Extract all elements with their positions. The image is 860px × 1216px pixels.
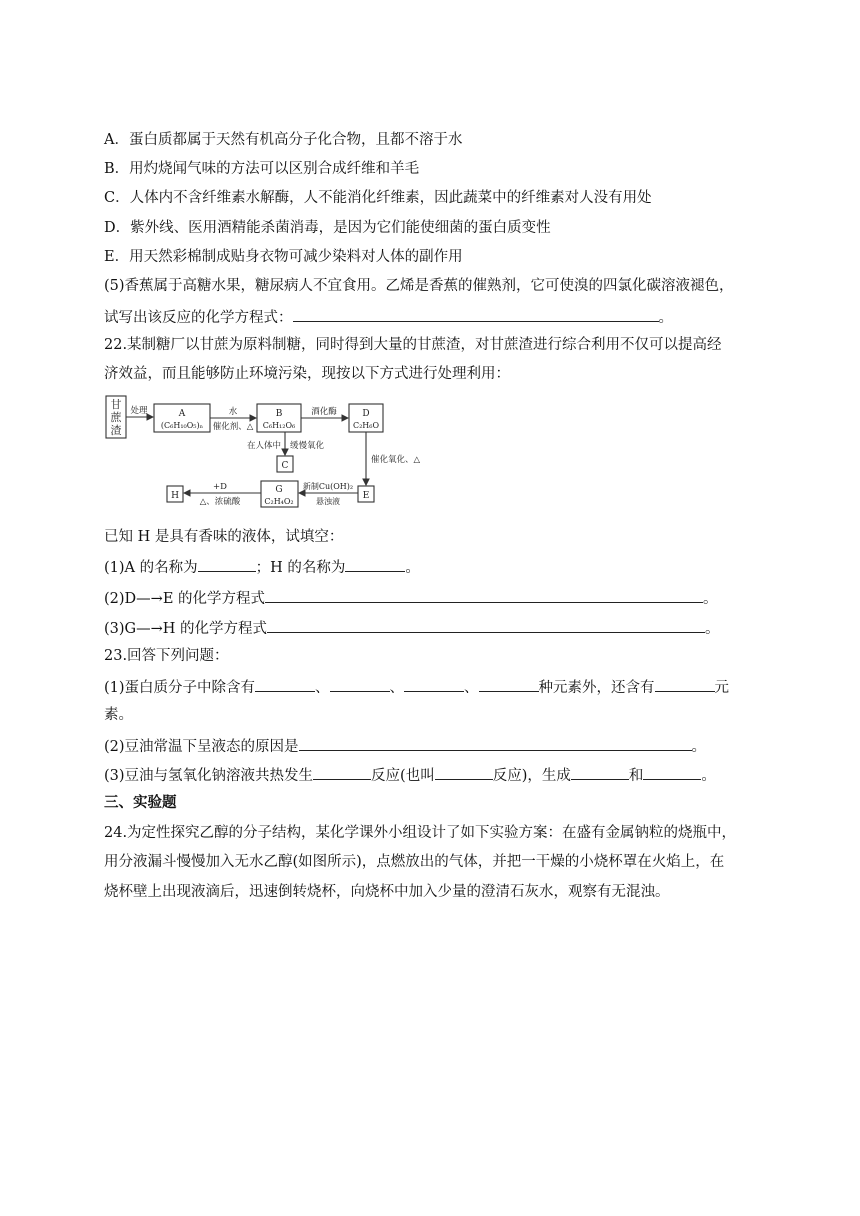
answer-blank[interactable] xyxy=(265,587,703,603)
q22-line2: 济效益，而且能够防止环境污染，现按以下方式进行处理利用： xyxy=(104,366,510,382)
node-b-formula: C₆H₁₂O₆ xyxy=(262,421,296,430)
label-slow-oxidation: 缓慢氧化 xyxy=(290,441,325,451)
node-g-label: G xyxy=(275,485,283,495)
q22-part3 xyxy=(104,617,720,639)
option-d: D．紫外线、医用酒精能杀菌消毒，是因为它们能使细菌的蛋白质变性 xyxy=(104,220,551,236)
q22-p3-end: 。 xyxy=(705,621,720,637)
node-d-label: D xyxy=(362,409,370,419)
option-e: E．用天然彩棉制成贴身衣物可减少染料对人体的副作用 xyxy=(104,249,463,265)
q22-part1 xyxy=(104,556,420,578)
answer-blank[interactable] xyxy=(345,556,405,572)
q23-part3 xyxy=(104,764,716,786)
node-a-formula: (C₆H₁₀O₅)ₙ xyxy=(160,421,204,430)
q21-5-line2 xyxy=(104,306,673,328)
answer-blank[interactable] xyxy=(571,764,629,780)
q23-p3-mid1: 反应(也叫 xyxy=(371,768,435,784)
answer-blank[interactable] xyxy=(267,617,705,633)
label-water: 水 xyxy=(228,407,238,417)
q24-line1: 24.为定性探究乙醇的分子结构，某化学课外小组设计了如下实验方案：在盛有金属钠粒的烧瓶中， xyxy=(104,825,737,841)
option-a: A．蛋白质都属于天然有机高分子化合物，且都不溶于水 xyxy=(104,132,463,148)
q23-p2-end: 。 xyxy=(691,739,707,755)
answer-blank[interactable] xyxy=(293,306,659,322)
label-enzyme: 酒化酶 xyxy=(311,407,337,417)
q22-known: 已知 H 是具有香味的液体，试填空： xyxy=(104,529,344,545)
bagasse-char-1: 甘 xyxy=(110,398,122,411)
q22-p1-end: 。 xyxy=(405,560,420,576)
q21-5-line1: (5)香蕉属于高糖水果，糖尿病人不宜食用。乙烯是香蕉的催熟剂，它可使溴的四氯化碳溶液褪色， xyxy=(104,278,734,294)
separator: 、 xyxy=(464,680,479,696)
q22-part2 xyxy=(104,587,718,609)
q23-p3-mid2: 反应)，生成 xyxy=(492,768,571,784)
q23-p3-mid3: 和 xyxy=(628,768,644,784)
node-b-label: B xyxy=(275,409,283,419)
answer-blank[interactable] xyxy=(330,676,390,692)
q22-p2-prefix: (2)D—→E 的化学方程式 xyxy=(104,591,266,607)
answer-blank[interactable] xyxy=(198,556,256,572)
q22-p1-mid: ；H 的名称为 xyxy=(255,560,346,576)
label-suspension: 悬浊液 xyxy=(316,497,340,506)
q23-p2-prefix: (2)豆油常温下呈液态的原因是 xyxy=(104,739,299,755)
answer-blank[interactable] xyxy=(479,676,539,692)
label-treat: 处理 xyxy=(130,406,148,416)
q22-p3-prefix: (3)G—→H 的化学方程式 xyxy=(104,621,268,637)
q24-line3: 烧杯壁上出现液滴后，迅速倒转烧杯，向烧杯中加入少量的澄清石灰水，观察有无混浊。 xyxy=(104,884,670,900)
answer-blank[interactable] xyxy=(655,676,715,692)
node-c-label: C xyxy=(281,461,289,471)
answer-blank[interactable] xyxy=(313,764,371,780)
answer-blank[interactable] xyxy=(255,676,315,692)
node-e-label: E xyxy=(362,491,370,501)
q23-part1 xyxy=(104,676,729,698)
bagasse-char-2: 蔗 xyxy=(110,411,122,424)
label-plus-d: +D xyxy=(213,482,227,492)
q23-p1-prefix: (1)蛋白质分子中除含有 xyxy=(104,680,256,696)
label-catalyst: 催化剂、△ xyxy=(212,422,254,432)
q23-part2 xyxy=(104,735,706,757)
answer-blank[interactable] xyxy=(299,735,692,751)
separator: 、 xyxy=(315,680,330,696)
bagasse-char-3: 渣 xyxy=(110,424,122,437)
node-g-formula: C₂H₄O₂ xyxy=(264,497,294,506)
q22-p2-end: 。 xyxy=(703,591,718,607)
label-cuoh2: 新制Cu(OH)₂ xyxy=(302,482,354,491)
node-h-label: H xyxy=(171,491,179,501)
q23-part1-wrap: 素。 xyxy=(104,707,133,723)
q22-line1: 22.某制糖厂以甘蔗为原料制糖，同时得到大量的甘蔗渣，对甘蔗渣进行综合利用不仅可以提高经 xyxy=(104,337,722,353)
label-in-body: 在人体中 xyxy=(246,441,281,451)
separator: 、 xyxy=(389,680,405,696)
label-catalytic-oxidation: 催化氧化、△ xyxy=(371,455,421,465)
q23-p3-prefix: (3)豆油与氢氧化钠溶液共热发生 xyxy=(104,768,314,784)
q23-p1-end: 元 xyxy=(714,680,730,696)
q21-5-end: 。 xyxy=(658,310,673,326)
answer-blank[interactable] xyxy=(643,764,701,780)
flow-diagram xyxy=(96,392,421,510)
label-conc-sulfuric: △、浓硫酸 xyxy=(199,497,241,507)
node-d-formula: C₂H₆O xyxy=(352,421,380,430)
q23-p3-end: 。 xyxy=(701,768,716,784)
answer-blank[interactable] xyxy=(404,676,464,692)
q22-p1-prefix: (1)A 的名称为 xyxy=(104,560,198,576)
section-heading: 三、实验题 xyxy=(104,794,177,811)
node-a-label: A xyxy=(178,409,186,419)
q24-line2: 用分液漏斗慢慢加入无水乙醇(如图所示)，点燃放出的气体，并把一干燥的小烧杯罩在火焰上，在 xyxy=(104,854,725,870)
answer-blank[interactable] xyxy=(435,764,493,780)
q21-5-prefix: 试写出该反应的化学方程式： xyxy=(104,310,293,326)
q23-p1-mid: 种元素外，还含有 xyxy=(538,680,655,696)
option-b: B．用灼烧闻气味的方法可以区别合成纤维和羊毛 xyxy=(104,161,420,177)
option-c: C．人体内不含纤维素水解酶，人不能消化纤维素，因此蔬菜中的纤维素对人没有用处 xyxy=(104,190,652,206)
q23-title: 23.回答下列问题： xyxy=(104,648,229,664)
